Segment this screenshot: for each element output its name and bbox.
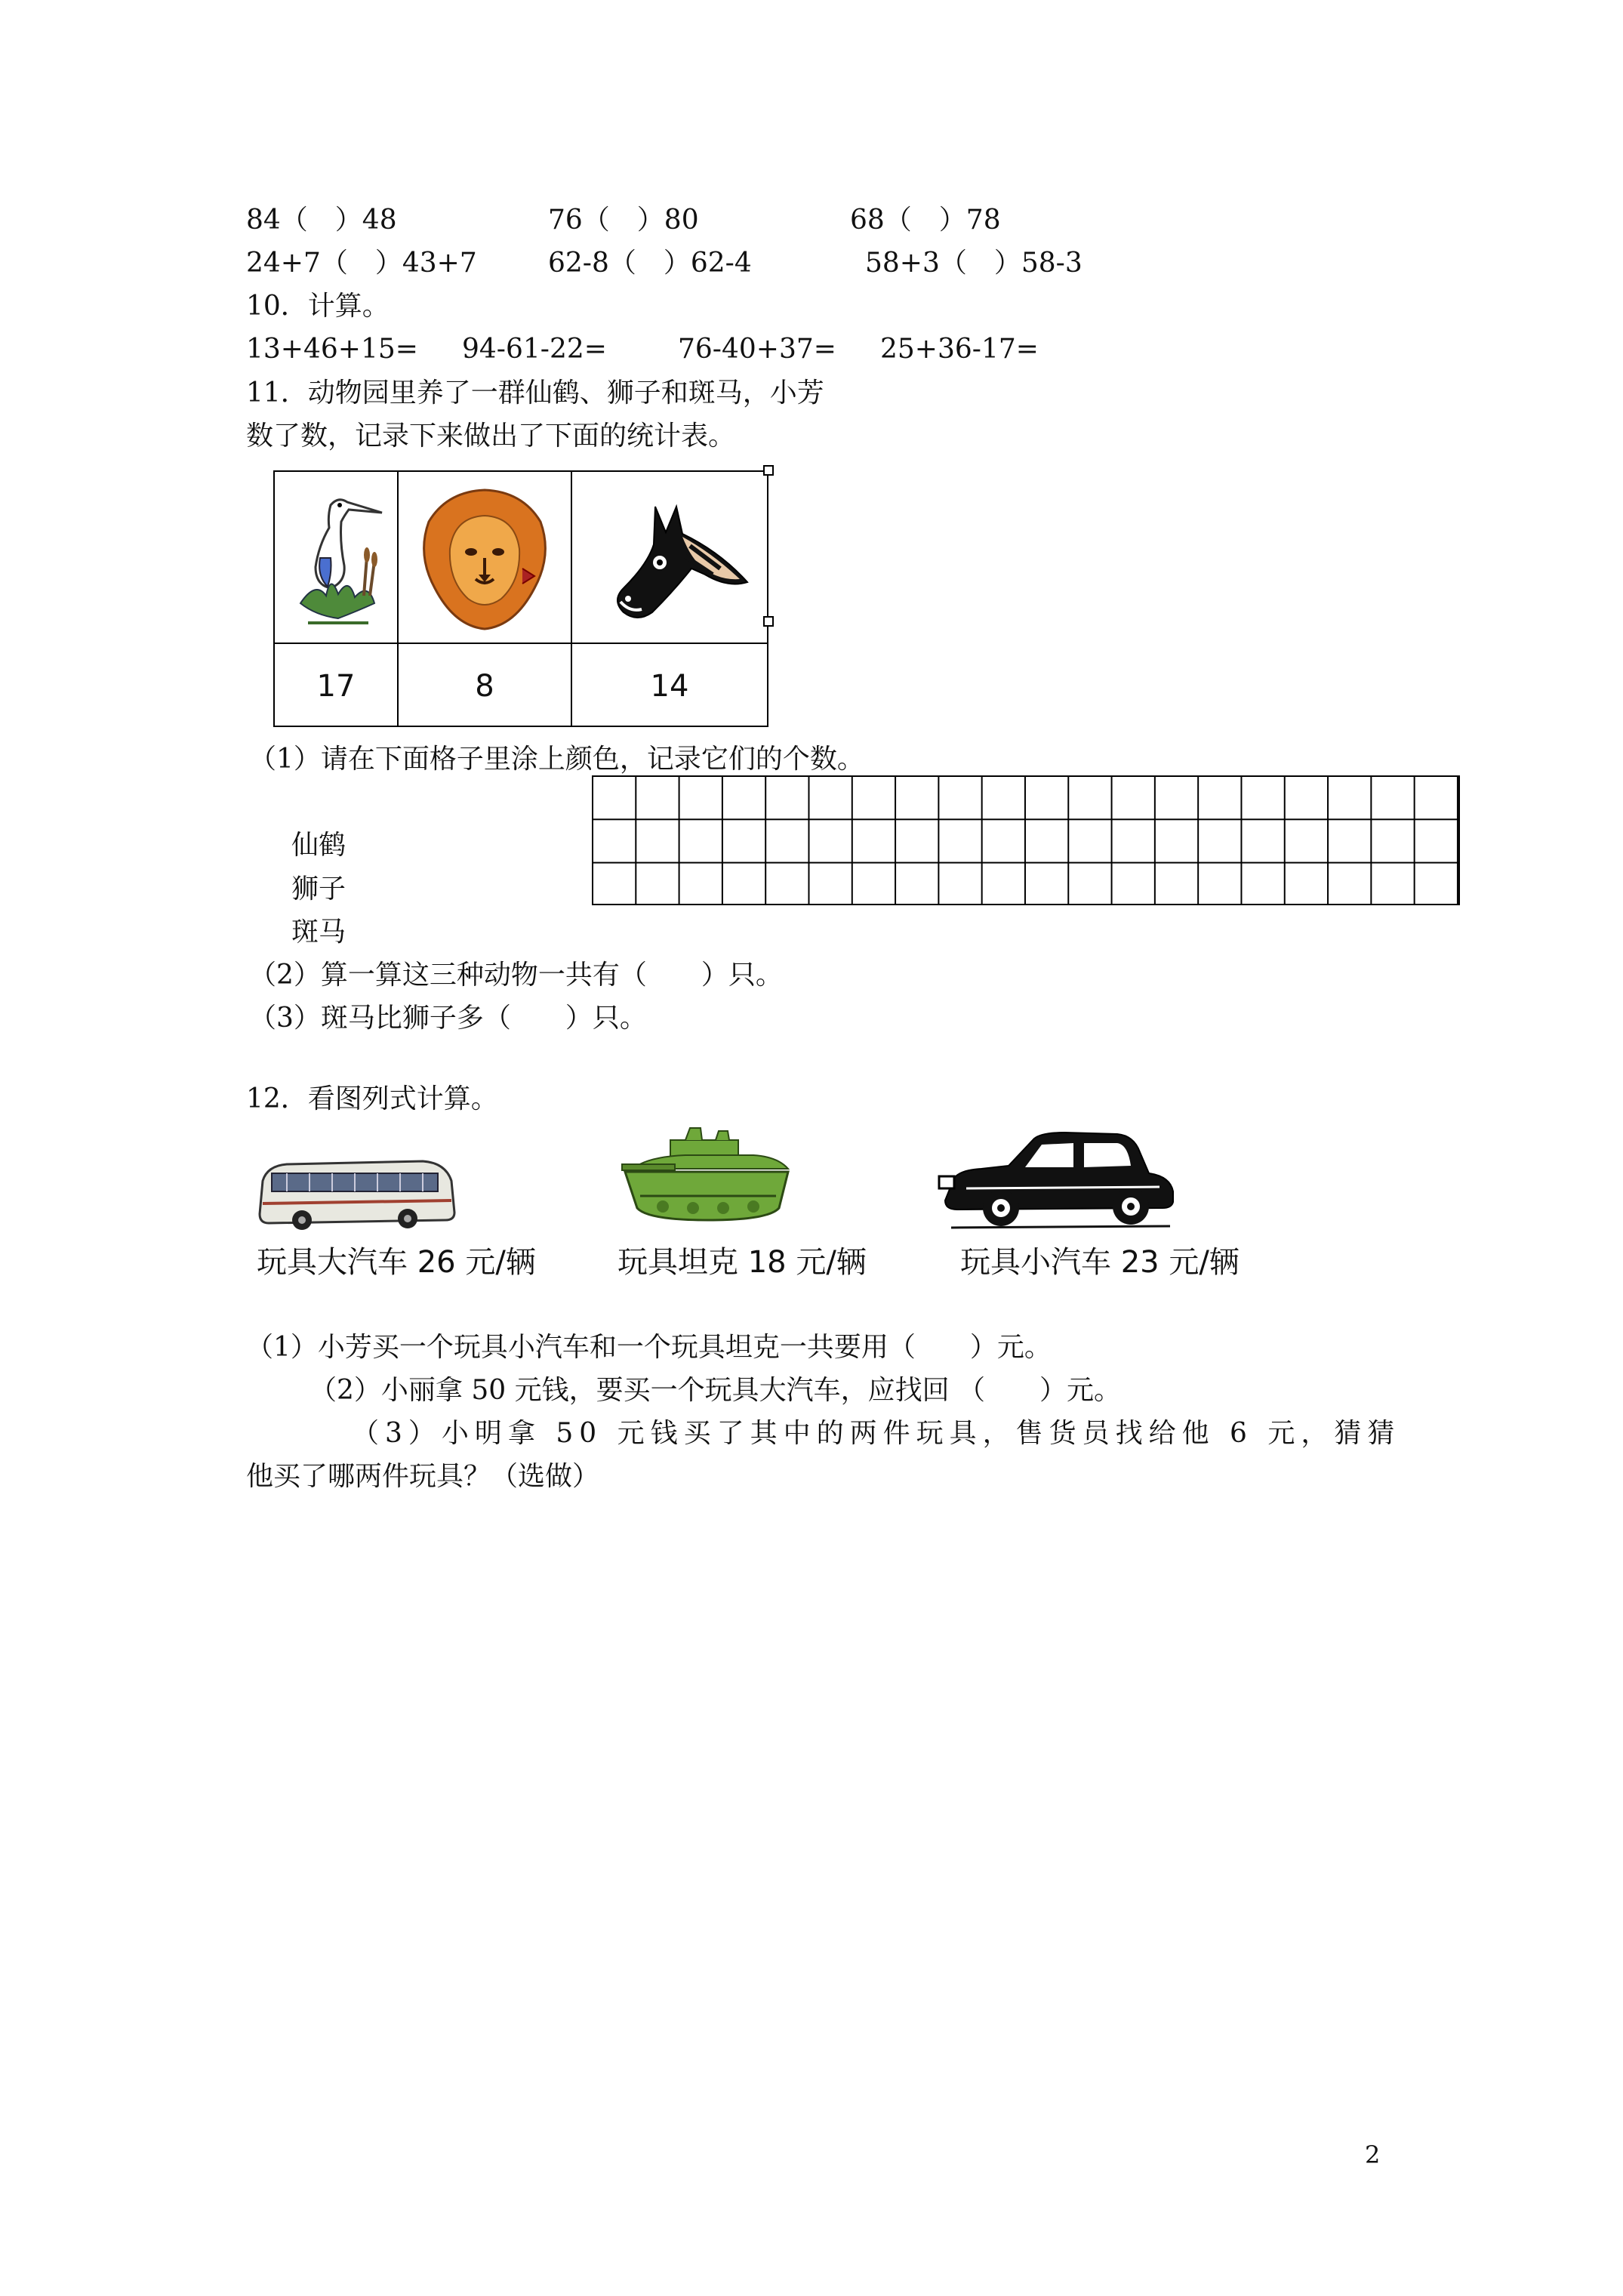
compare-item: 62-8（ ）62-4 — [548, 248, 752, 279]
calc-item: 76-40+37= — [678, 334, 836, 365]
resize-handle — [763, 465, 774, 476]
question-text: （3）斑马比狮子多（ ）只。 — [249, 1003, 647, 1034]
coloring-grid[interactable] — [592, 775, 1460, 905]
statistics-table — [273, 470, 768, 727]
animal-label: 斑马 — [291, 917, 346, 948]
question-text: （3）小明拿 50 元钱买了其中的两件玩具，售货员找给他 6 元，猜猜 — [352, 1418, 1401, 1449]
animal-label: 仙鹤 — [291, 830, 346, 861]
question-text: 他买了哪两件玩具？（选做） — [246, 1461, 600, 1492]
toy-price-label: 玩具坦克 18 元/辆 — [617, 1245, 867, 1280]
question-text: （2）小丽拿 50 元钱，要买一个玩具大汽车，应找回 （ ）元。 — [310, 1375, 1122, 1406]
compare-item: 24+7（ ）43+7 — [246, 248, 477, 279]
calc-item: 94-61-22= — [462, 334, 607, 365]
question-title: 10．计算。 — [246, 291, 390, 322]
question-title: 12．看图列式计算。 — [246, 1083, 498, 1114]
question-text: 数了数，记录下来做出了下面的统计表。 — [246, 421, 736, 451]
zebra-icon — [607, 499, 758, 627]
compare-item: 76（ ）80 — [548, 205, 699, 236]
compare-item: 58+3（ ）58-3 — [865, 248, 1083, 279]
car-icon — [936, 1130, 1182, 1232]
toy-price-label: 玩具大汽车 26 元/辆 — [257, 1245, 536, 1280]
question-text: （1）小芳买一个玩具小汽车和一个玩具坦克一共要用（ ）元。 — [246, 1332, 1052, 1363]
animal-label: 狮子 — [291, 874, 346, 905]
resize-handle — [763, 616, 774, 627]
zebra-count: 14 — [650, 669, 689, 704]
compare-item: 84（ ）48 — [246, 205, 397, 236]
crane-icon — [285, 482, 388, 630]
question-title: 11．动物园里养了一群仙鹤、狮子和斑马，小芳 — [246, 378, 824, 408]
page-number: 2 — [1365, 2140, 1381, 2169]
crane-count: 17 — [316, 669, 356, 704]
question-text: （2）算一算这三种动物一共有（ ）只。 — [249, 960, 783, 991]
bus-icon — [257, 1151, 457, 1234]
lion-count: 8 — [475, 669, 494, 704]
tank-icon — [617, 1123, 796, 1229]
calc-item: 13+46+15= — [246, 334, 418, 365]
calc-item: 25+36-17= — [880, 334, 1039, 365]
compare-item: 68（ ）78 — [850, 205, 1001, 236]
toy-price-label: 玩具小汽车 23 元/辆 — [960, 1245, 1240, 1280]
question-text: （1）请在下面格子里涂上颜色，记录它们的个数。 — [249, 744, 864, 775]
lion-icon — [409, 485, 560, 633]
